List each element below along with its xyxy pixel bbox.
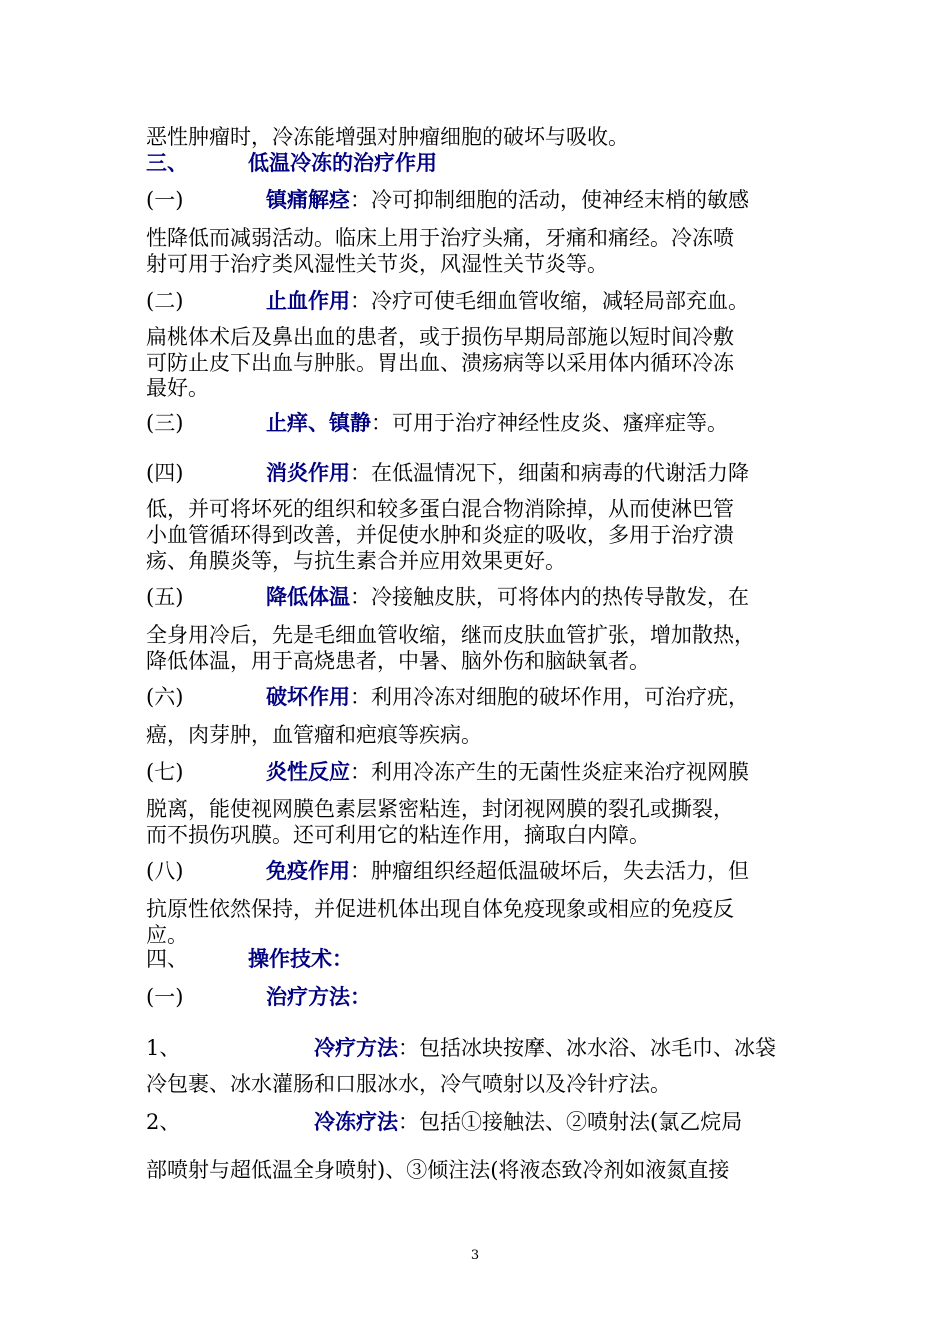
subsection-line: (一) 治疗方法：	[146, 984, 371, 1009]
section-number: 四、	[146, 947, 188, 971]
body-text-line: 而不损伤巩膜。还可利用它的粘连作用，摘取白内障。	[146, 823, 650, 847]
body-text-line: 脱离，能使视网膜色素层紧密粘连，封闭视网膜的裂孔或撕裂，	[146, 797, 734, 821]
section-number: 三、	[146, 150, 188, 175]
section-title: 操作技术：	[248, 946, 353, 971]
subsection-line: (五) 降低体温：冷接触皮肤，可将体内的热传导散发，在	[146, 584, 749, 609]
subsection-title: 镇痛解痉	[266, 187, 350, 212]
subsection-line: (一) 镇痛解痉：冷可抑制细胞的活动，使神经末梢的敏感	[146, 187, 749, 212]
body-text-line: 最好。	[146, 376, 209, 400]
body-text-line: 应。	[146, 923, 188, 947]
body-text-line: 抗原性依然保持，并促进机体出现自体免疫现象或相应的免疫反	[146, 897, 734, 921]
body-text-line: 冷包裹、冰水灌肠和口服冰水，冷气喷射以及冷针疗法。	[146, 1072, 671, 1096]
page-number: 3	[470, 1248, 480, 1263]
subsection-line: (七) 炎性反应：利用冷冻产生的无菌性炎症来治疗视网膜	[146, 759, 749, 784]
subsection-title: 免疫作用	[266, 858, 350, 883]
section-heading	[146, 150, 437, 176]
item-title: 冷冻疗法	[314, 1109, 398, 1134]
subsection-title: 炎性反应	[266, 759, 350, 784]
subsection-line: (六) 破坏作用：利用冷冻对细胞的破坏作用，可治疗疣，	[146, 684, 749, 709]
subsection-title: 止血作用	[266, 288, 350, 313]
body-text-line: 全身用冷后，先是毛细血管收缩，继而皮肤血管扩张，增加散热，	[146, 623, 755, 647]
item-title: 冷疗方法	[314, 1035, 398, 1060]
subsection-title: 破坏作用	[266, 684, 350, 709]
subsection-title: 止痒、镇静	[266, 410, 371, 435]
subsection-line: (三) 止痒、镇静：可用于治疗神经性皮炎、瘙痒症等。	[146, 410, 728, 435]
body-text-line: 性降低而减弱活动。临床上用于治疗头痛，牙痛和痛经。冷冻喷	[146, 226, 734, 250]
section-heading	[146, 946, 353, 972]
body-text-line: 低，并可将坏死的组织和较多蛋白混合物消除掉，从而使淋巴管	[146, 497, 734, 521]
body-text-line: 癌，肉芽肿，血管瘤和疤痕等疾病。	[146, 723, 482, 747]
subsection-line: (二) 止血作用：冷疗可使毛细血管收缩，减轻局部充血。	[146, 288, 749, 313]
body-text-line: 可防止皮下出血与肿胀。胃出血、溃疡病等以采用体内循环冷冻	[146, 351, 734, 375]
body-text-line: 小血管循环得到改善，并促使水肿和炎症的吸收，多用于治疗溃	[146, 523, 734, 547]
subsection-title: 治疗方法：	[266, 984, 371, 1009]
section-title: 低温冷冻的治疗作用	[248, 150, 437, 175]
body-text-line: 射可用于治疗类风湿性关节炎，风湿性关节炎等。	[146, 252, 608, 276]
body-text-line: 疡、角膜炎等，与抗生素合并应用效果更好。	[146, 549, 566, 573]
body-text-line: 恶性肿瘤时，冷冻能增强对肿瘤细胞的破坏与吸收。	[146, 125, 629, 149]
item-line: 1、 冷疗方法：包括冰块按摩、冰水浴、冰毛巾、冰袋	[146, 1035, 776, 1060]
subsection-line: (四) 消炎作用：在低温情况下，细菌和病毒的代谢活力降	[146, 460, 749, 485]
subsection-title: 消炎作用	[266, 460, 350, 485]
body-text-line: 降低体温，用于高烧患者，中暑、脑外伤和脑缺氧者。	[146, 649, 650, 673]
subsection-line: (八) 免疫作用：肿瘤组织经超低温破坏后，失去活力，但	[146, 858, 749, 883]
subsection-title: 降低体温	[266, 584, 350, 609]
body-text-line: 部喷射与超低温全身喷射)、③倾注法(将液态致冷剂如液氮直接	[146, 1158, 730, 1182]
body-text-line: 扁桃体术后及鼻出血的患者，或于损伤早期局部施以短时间冷敷	[146, 325, 734, 349]
item-line: 2、 冷冻疗法：包括①接触法、②喷射法(氯乙烷局	[146, 1109, 743, 1134]
